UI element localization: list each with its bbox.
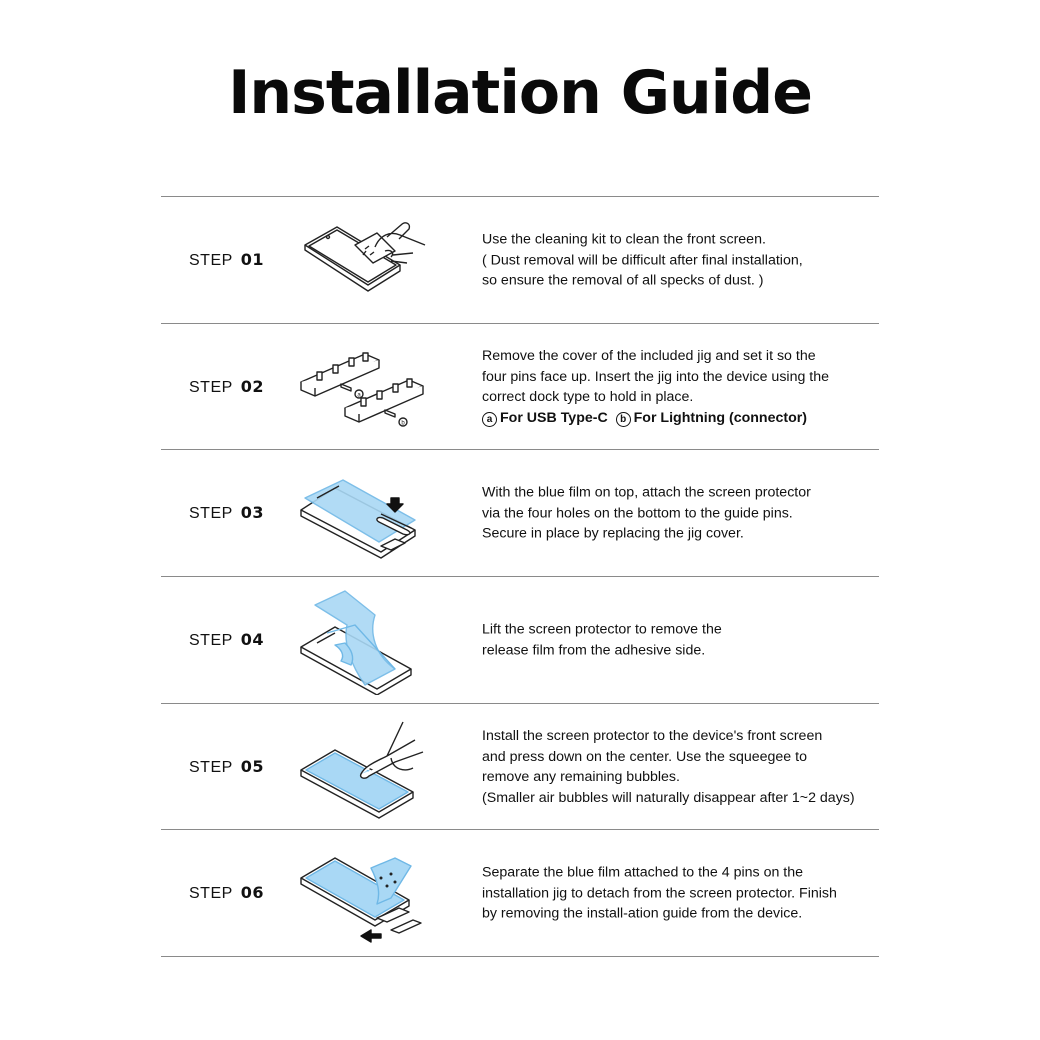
description-line: installation jig to detach from the screen protector. Finish bbox=[482, 884, 837, 901]
step-description bbox=[482, 620, 872, 661]
description-line: (Smaller air bubbles will naturally disappear after 1~2 days) bbox=[482, 789, 855, 806]
description-line: Separate the blue film attached to the 4 pins on the bbox=[482, 864, 804, 881]
step-row-03 bbox=[161, 450, 879, 576]
step-number: 03 bbox=[240, 503, 265, 522]
step-label bbox=[189, 883, 264, 903]
step-word: STEP bbox=[189, 379, 233, 396]
step-description bbox=[482, 346, 872, 428]
step-row-02 bbox=[161, 324, 879, 450]
svg-text:b: b bbox=[401, 420, 405, 427]
step-label bbox=[189, 757, 264, 777]
option-a-marker: a bbox=[482, 412, 497, 427]
option-a-text: For USB Type-C bbox=[500, 409, 608, 426]
description-line: Remove the cover of the included jig and set it so the bbox=[482, 348, 816, 364]
remove-film-icon bbox=[295, 838, 435, 948]
description-line: so ensure the removal of all specks of dust. ) bbox=[482, 272, 764, 289]
description-line: Lift the screen protector to remove the bbox=[482, 621, 722, 638]
step-label bbox=[189, 630, 264, 650]
description-line: remove any remaining bubbles. bbox=[482, 769, 680, 785]
description-line: Install the screen protector to the device's front screen bbox=[482, 728, 823, 744]
step-description bbox=[482, 862, 872, 924]
step-number: 01 bbox=[240, 250, 265, 269]
step-number: 06 bbox=[240, 883, 265, 902]
step-number: 05 bbox=[240, 757, 265, 776]
step-label bbox=[189, 250, 264, 270]
step-label bbox=[189, 503, 264, 523]
step-row-01 bbox=[161, 197, 879, 323]
installation-jig-icon bbox=[295, 332, 435, 442]
svg-text:a: a bbox=[357, 392, 361, 399]
description-line: and press down on the center. Use the squeegee to bbox=[482, 748, 807, 765]
description-line: by removing the install-ation guide from the device. bbox=[482, 905, 803, 922]
step-description bbox=[482, 482, 872, 544]
description-line: four pins face up. Insert the jig into the device using the bbox=[482, 368, 830, 385]
step-word: STEP bbox=[189, 885, 233, 902]
attach-protector-icon bbox=[295, 458, 435, 568]
press-protector-icon bbox=[295, 712, 435, 822]
description-line: correct dock type to hold in place. bbox=[482, 389, 694, 405]
page-title: Installation Guide bbox=[228, 58, 812, 128]
description-line: Secure in place by replacing the jig cover. bbox=[482, 525, 744, 542]
step-row-04 bbox=[161, 577, 879, 703]
divider bbox=[161, 956, 879, 957]
step-description bbox=[482, 229, 872, 291]
description-line: release film from the adhesive side. bbox=[482, 642, 706, 658]
description-line: Use the cleaning kit to clean the front screen. bbox=[482, 231, 766, 248]
connector-options bbox=[482, 408, 872, 429]
step-number: 04 bbox=[240, 630, 265, 649]
step-description bbox=[482, 726, 872, 808]
step-word: STEP bbox=[189, 759, 233, 776]
lift-protector-icon bbox=[295, 585, 435, 695]
step-word: STEP bbox=[189, 632, 233, 649]
step-row-06 bbox=[161, 830, 879, 956]
step-number: 02 bbox=[240, 377, 265, 396]
option-b-text: For Lightning (connector) bbox=[633, 409, 807, 426]
step-word: STEP bbox=[189, 252, 233, 269]
option-b-marker: b bbox=[616, 412, 631, 427]
phone-cleaning-hand-icon bbox=[295, 205, 435, 315]
step-label bbox=[189, 377, 264, 397]
step-row-05 bbox=[161, 704, 879, 830]
description-line: With the blue film on top, attach the screen protector bbox=[482, 484, 811, 501]
description-line: ( Dust removal will be difficult after final installation, bbox=[482, 251, 803, 268]
step-word: STEP bbox=[189, 505, 233, 522]
description-line: via the four holes on the bottom to the guide pins. bbox=[482, 504, 793, 521]
